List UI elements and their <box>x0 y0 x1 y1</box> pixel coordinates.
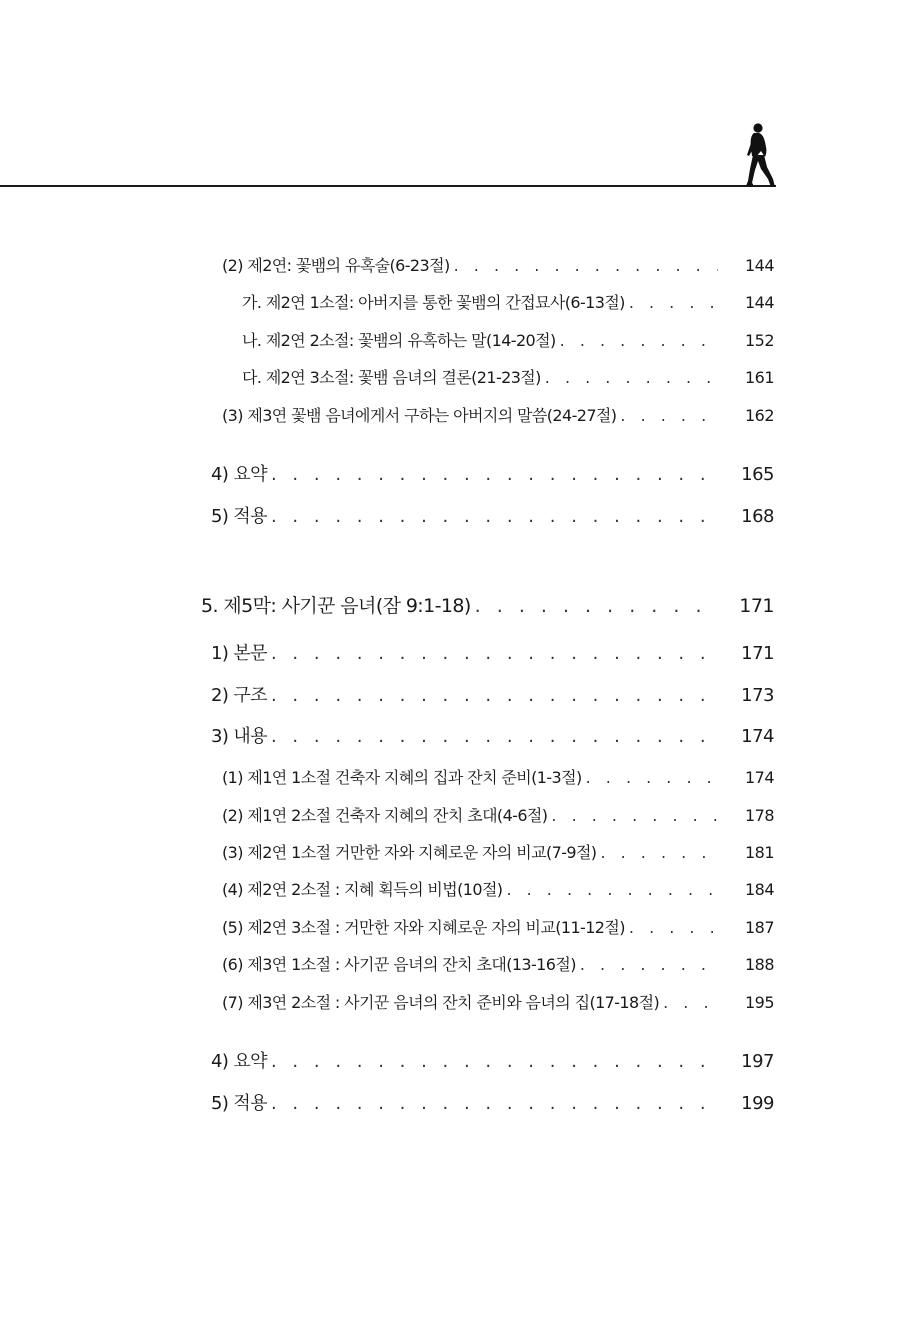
toc-entry-title: (7) 제3연 2소절 : 사기꾼 음녀의 잔치 준비와 음녀의 집(17-18절) <box>222 993 660 1012</box>
toc-entry-title: 다. 제2연 3소절: 꽃뱀 음녀의 결론(21-23절) <box>242 368 541 387</box>
toc-dot-leader <box>271 506 718 527</box>
toc-entry <box>201 591 774 618</box>
toc-entry-page: 181 <box>744 843 774 862</box>
toc-entry <box>211 639 774 665</box>
toc-entry <box>211 681 774 707</box>
toc-entry <box>211 502 774 528</box>
toc-entry <box>242 365 774 388</box>
toc-entry-page: 187 <box>744 918 774 937</box>
toc-entry-page: 171 <box>739 595 774 617</box>
toc-entry-title: 3) 내용 <box>211 726 267 747</box>
toc-dot-leader <box>271 685 718 706</box>
toc-entry-title: (3) 제3연 꽃뱀 음녀에게서 구하는 아버지의 말씀(24-27절) <box>222 406 617 425</box>
toc-entry-page: 174 <box>741 726 774 747</box>
toc-dot-leader <box>586 768 718 787</box>
toc-entry-page: 197 <box>741 1051 774 1072</box>
toc-dot-leader <box>551 806 718 825</box>
toc-entry-title: 가. 제2연 1소절: 아버지를 통한 꽃뱀의 간접묘사(6-13절) <box>242 293 625 312</box>
toc-dot-leader <box>600 843 718 862</box>
toc-entry <box>211 460 774 486</box>
toc-entry <box>222 877 774 900</box>
toc-entry-page: 161 <box>744 368 774 387</box>
toc-entry-page: 144 <box>744 256 774 275</box>
walking-person-icon <box>744 121 778 189</box>
toc-entry-title: (4) 제2연 2소절 : 지혜 획득의 비법(10절) <box>222 880 503 899</box>
toc-entry-page: 195 <box>744 993 774 1012</box>
toc-entry-title: 나. 제2연 2소절: 꽃뱀의 유혹하는 말(14-20절) <box>242 331 556 350</box>
toc-entry-title: (2) 제1연 2소절 건축자 지혜의 잔치 초대(4-6절) <box>222 806 548 825</box>
toc-dot-leader <box>271 726 718 747</box>
toc-entry <box>222 253 774 276</box>
toc-entry-title: 2) 구조 <box>211 685 267 706</box>
toc-entry-title: (3) 제2연 1소절 거만한 자와 지혜로운 자의 비교(7-9절) <box>222 843 597 862</box>
toc-entry-page: 165 <box>741 464 774 485</box>
toc-entry <box>222 990 774 1013</box>
toc-entry <box>222 952 774 975</box>
toc-entry-title: (6) 제3연 1소절 : 사기꾼 음녀의 잔치 초대(13-16절) <box>222 955 576 974</box>
toc-dot-leader <box>663 993 718 1012</box>
toc-entry-title: 5. 제5막: 사기꾼 음녀(잠 9:1-18) <box>201 595 471 617</box>
toc-dot-leader <box>271 643 718 664</box>
toc-entry-page: 144 <box>744 293 774 312</box>
toc-dot-leader <box>620 406 718 425</box>
toc-entry-title: 4) 요약 <box>211 1051 267 1072</box>
toc-dot-leader <box>629 918 718 937</box>
toc-dot-leader <box>629 293 718 312</box>
toc-entry-title: (2) 제2연: 꽃뱀의 유혹술(6-23절) <box>222 256 450 275</box>
toc-entry-title: 5) 적용 <box>211 1093 267 1114</box>
toc-entry-page: 173 <box>741 685 774 706</box>
toc-entry-page: 168 <box>741 506 774 527</box>
toc-dot-leader <box>506 880 718 899</box>
toc-entry-title: 1) 본문 <box>211 643 267 664</box>
toc-entry <box>242 328 774 351</box>
toc-dot-leader <box>545 368 718 387</box>
toc-dot-leader <box>580 955 718 974</box>
toc-entry-page: 174 <box>744 768 774 787</box>
toc-entry-title: 5) 적용 <box>211 506 267 527</box>
toc-dot-leader <box>271 1093 718 1114</box>
toc-entry-title: (1) 제1연 1소절 건축자 지혜의 집과 잔치 준비(1-3절) <box>222 768 582 787</box>
toc-dot-leader <box>560 331 718 350</box>
toc-entry-title: 4) 요약 <box>211 464 267 485</box>
toc-dot-leader <box>454 256 718 275</box>
toc-entry-page: 162 <box>744 406 774 425</box>
header-rule <box>0 185 776 187</box>
toc-entry <box>211 1089 774 1115</box>
toc-entry-page: 152 <box>744 331 774 350</box>
toc-dot-leader <box>271 464 718 485</box>
toc-entry <box>222 403 774 426</box>
toc-entry <box>222 803 774 826</box>
toc-entry-page: 184 <box>744 880 774 899</box>
toc-entry <box>222 915 774 938</box>
toc-entry <box>211 722 774 748</box>
toc-entry-title: (5) 제2연 3소절 : 거만한 자와 지혜로운 자의 비교(11-12절) <box>222 918 625 937</box>
toc-entry-page: 199 <box>741 1093 774 1114</box>
toc-entry <box>242 290 774 313</box>
toc-entry <box>222 765 774 788</box>
toc-entry-page: 178 <box>744 806 774 825</box>
toc-entry-page: 188 <box>744 955 774 974</box>
toc-entry <box>222 840 774 863</box>
toc-entry-page: 171 <box>741 643 774 664</box>
toc-entry <box>211 1047 774 1073</box>
toc-dot-leader <box>475 595 718 617</box>
toc-dot-leader <box>271 1051 718 1072</box>
